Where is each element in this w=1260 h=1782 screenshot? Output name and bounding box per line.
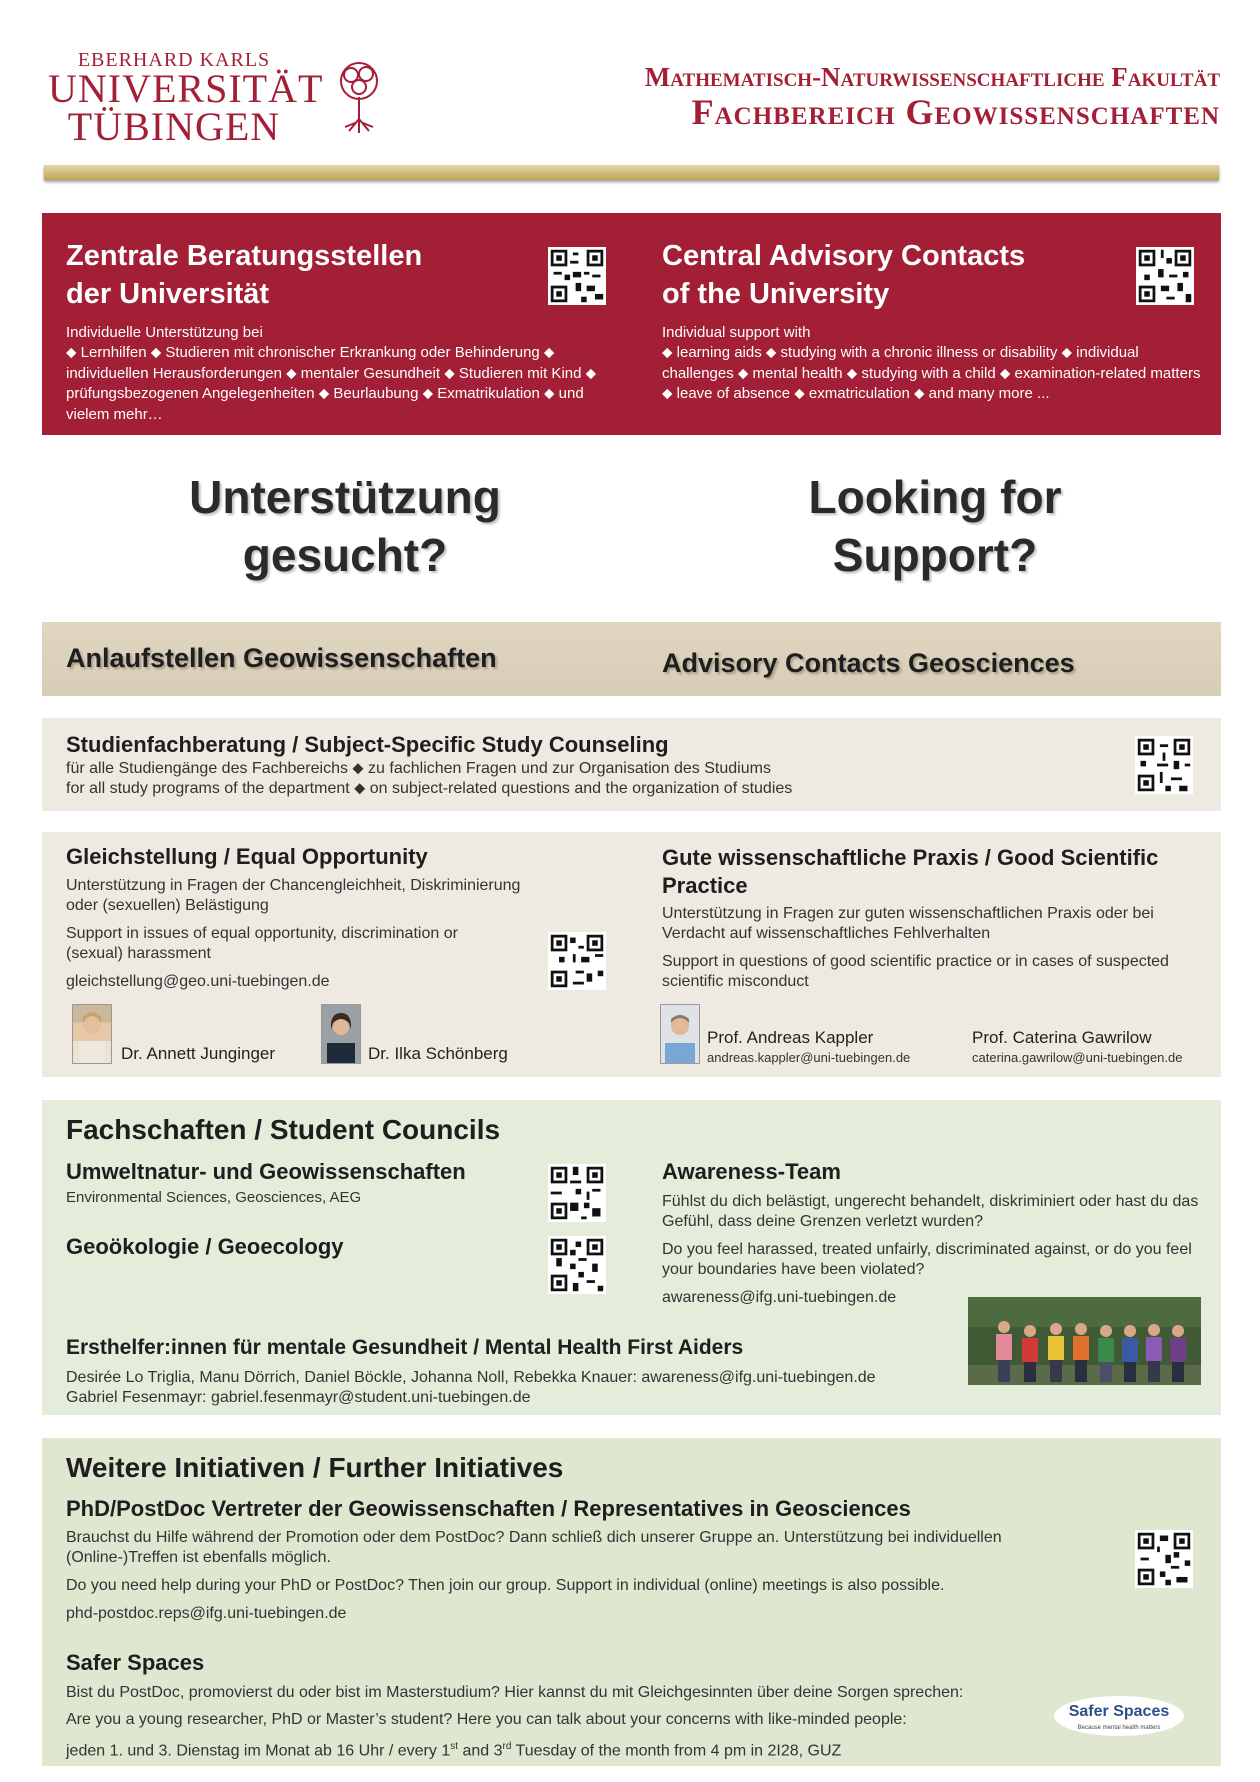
study-counseling-title: Studienfachberatung / Subject-Specific Study Counseling <box>66 732 669 757</box>
equal-de: Unterstützung in Fragen der Chancengleichheit, Diskriminierung oder (sexuellen) Belästigung <box>66 877 521 914</box>
uni-line-1: EBERHARD KARLS <box>77 49 271 71</box>
central-de-title-1: Zentrale Beratungsstellen <box>66 240 423 272</box>
central-de-title-2: der Universität <box>66 278 270 310</box>
headline-de-1: Unterstützung <box>189 471 501 523</box>
person-photo-kappler <box>660 1004 700 1064</box>
gsp-title: Gute wissenschaftliche Praxis / Good Scientific Practice <box>662 845 1159 898</box>
central-de-title <box>66 237 422 313</box>
department-name: Fachbereich Geowissenschaften <box>691 92 1220 132</box>
councils-title: Fachschaften / Student Councils <box>66 1114 501 1145</box>
central-en-qr-code[interactable] <box>1136 247 1194 305</box>
person-photo-schoenberg <box>321 1004 361 1064</box>
equal-person2: Dr. Ilka Schönberg <box>368 1044 508 1063</box>
awareness-team-photo <box>968 1297 1201 1385</box>
contacts-bar-de: Anlaufstellen Geowissenschaften <box>66 643 497 673</box>
awareness-title: Awareness-Team <box>662 1159 841 1184</box>
equal-en: Support in issues of equal opportunity, discrimination or (sexual) harassment <box>66 925 458 962</box>
study-counseling-qr-code[interactable] <box>1135 736 1193 794</box>
contacts-bar-en: Advisory Contacts Geosciences <box>662 648 1075 678</box>
gsp-de: Unterstützung in Fragen zur guten wissenschaftlichen Praxis oder bei Verdacht auf wissenschaftliches Fehlverhalten <box>662 905 1154 942</box>
central-en-title-2: of the University <box>662 278 890 310</box>
gsp-en: Support in questions of good scientific practice or in cases of suspected scientific misconduct <box>662 953 1169 990</box>
central-advisory-panel <box>42 213 1221 435</box>
phd-qr-code[interactable] <box>1135 1530 1193 1588</box>
headline-en <box>700 468 1170 584</box>
awareness-de: Fühlst du dich belästigt, ungerecht behandelt, diskriminiert oder hast du das Gefühl, dass deine Grenzen verletzt wurden? <box>662 1193 1199 1230</box>
safer-spaces-logo-sub: Because mental health matters <box>1077 1725 1161 1731</box>
gsp-email2[interactable]: caterina.gawrilow@uni-tuebingen.de <box>972 1050 1183 1065</box>
advisory-contacts-bar <box>42 622 1221 696</box>
gsp-person2: Prof. Caterina Gawrilow <box>972 1028 1152 1047</box>
central-de-intro: Individuelle Unterstützung bei <box>66 324 263 341</box>
study-counseling-en: for all study programs of the department ⬥ on subject-related questions and the organization of studies <box>66 780 793 797</box>
safer-spaces-time-a: jeden 1. und 3. Dienstag im Monat ab 16 Uhr / every 1 <box>66 1742 451 1760</box>
faculty-name: Mathematisch-Naturwissenschaftliche Fakultät <box>644 62 1220 92</box>
safer-spaces-sup2: rd <box>502 1741 512 1752</box>
council2-title: Geoökologie / Geoecology <box>66 1234 344 1259</box>
safer-spaces-logo <box>1054 1696 1184 1736</box>
central-en-intro: Individual support with <box>662 324 811 341</box>
central-de-body: ⬥ Lernhilfen ⬥ Studieren mit chronischer Erkrankung oder Behinderung ⬥ individuellen Herausforderungen ⬥ mentaler Gesundheit ⬥ Studieren mit Kind ⬥ prüfungsbezogenen Angelegenheiten ⬥ Beurlaubung ⬥ Exmatrikulation ⬥ und vielem mehr… <box>66 344 597 423</box>
uni-line-2: UNIVERSITÄT <box>48 66 324 111</box>
headline-de-2: gesucht? <box>242 529 448 581</box>
safer-spaces-logo-text: Safer Spaces <box>1068 1703 1170 1720</box>
headline-de <box>110 468 580 584</box>
faculty-title <box>400 62 1220 132</box>
university-wordmark <box>48 49 324 149</box>
gsp-person1: Prof. Andreas Kappler <box>707 1028 874 1047</box>
phd-title: PhD/PostDoc Vertreter der Geowissenschaften / Representatives in Geosciences <box>66 1496 911 1521</box>
person-photo-junginger <box>72 1004 112 1064</box>
safer-spaces-time <box>66 1737 841 1761</box>
central-en-body: ⬥ learning aids ⬥ studying with a chronic illness or disability ⬥ individual challenges ⬥ mental health ⬥ studying with a child ⬥ examination-related matters ⬥ leave of absence ⬥ exmatriculation ⬥ and many more ... <box>662 344 1201 402</box>
study-counseling-de: für alle Studiengänge des Fachbereichs ⬥ zu fachlichen Fragen und zur Organisation des Studiums <box>66 760 771 777</box>
mental-health-line2: Gabriel Fesenmayr: gabriel.fesenmayr@student.uni-tuebingen.de <box>66 1389 531 1406</box>
awareness-en: Do you feel harassed, treated unfairly, discriminated against, or do you feel your boundaries have been violated? <box>662 1241 1192 1278</box>
equal-email[interactable]: gleichstellung@geo.uni-tuebingen.de <box>66 973 330 990</box>
student-councils-panel <box>42 1100 1221 1415</box>
further-title: Weitere Initiativen / Further Initiatives <box>66 1452 564 1483</box>
mental-health-line1: Desirée Lo Triglia, Manu Dörrich, Daniel Böckle, Johanna Noll, Rebekka Knauer: awareness@ifg.uni-tuebingen.de <box>66 1369 876 1386</box>
gold-divider <box>44 165 1219 180</box>
headline-en-2: Support? <box>832 529 1038 581</box>
safer-spaces-en: Are you a young researcher, PhD or Master’s student? Here you can talk about your concerns with like-minded people: <box>66 1711 907 1728</box>
phd-email[interactable]: phd-postdoc.reps@ifg.uni-tuebingen.de <box>66 1605 347 1622</box>
central-en-title-1: Central Advisory Contacts <box>662 240 1026 272</box>
safer-spaces-time-b: and 3 <box>458 1742 503 1760</box>
safer-spaces-sup1: st <box>450 1741 458 1752</box>
further-initiatives-panel <box>42 1438 1221 1766</box>
gsp-email1[interactable]: andreas.kappler@uni-tuebingen.de <box>707 1050 911 1065</box>
uni-line-3: TÜBINGEN <box>67 104 281 149</box>
equal-person1: Dr. Annett Junginger <box>121 1044 276 1063</box>
headline-en-1: Looking for <box>808 471 1062 523</box>
phd-de: Brauchst du Hilfe während der Promotion oder dem PostDoc? Dann schließ dich unserer Gruppe an. Unterstützung bei individuellen (Online-)Treffen ist ebenfalls möglich. <box>66 1529 1002 1566</box>
safer-spaces-title: Safer Spaces <box>66 1650 205 1675</box>
council2-qr-code[interactable] <box>548 1236 606 1294</box>
equal-gsp-panel <box>42 832 1221 1077</box>
council1-title: Umweltnatur- und Geowissenschaften <box>66 1159 466 1184</box>
study-counseling-panel <box>42 718 1221 811</box>
phd-en: Do you need help during your PhD or PostDoc? Then join our group. Support in individual (online) meetings is also possible. <box>66 1577 945 1594</box>
council1-sub: Environmental Sciences, Geosciences, AEG <box>66 1189 362 1206</box>
central-en-title <box>662 237 1025 313</box>
council1-qr-code[interactable] <box>548 1164 606 1222</box>
central-de-qr-code[interactable] <box>548 247 606 305</box>
equal-title: Gleichstellung / Equal Opportunity <box>66 844 428 869</box>
mental-health-title: Ersthelfer:innen für mentale Gesundheit / Mental Health First Aiders <box>66 1336 744 1359</box>
tree-seal-icon <box>333 57 385 137</box>
safer-spaces-de: Bist du PostDoc, promovierst du oder bist im Masterstudium? Hier kannst du mit Gleichgesinnten über deine Sorgen sprechen: <box>66 1684 964 1701</box>
safer-spaces-time-c: Tuesday of the month from 4 pm in 2I28, GUZ <box>511 1742 842 1760</box>
equal-qr-code[interactable] <box>548 932 606 990</box>
awareness-email[interactable]: awareness@ifg.uni-tuebingen.de <box>662 1289 897 1306</box>
